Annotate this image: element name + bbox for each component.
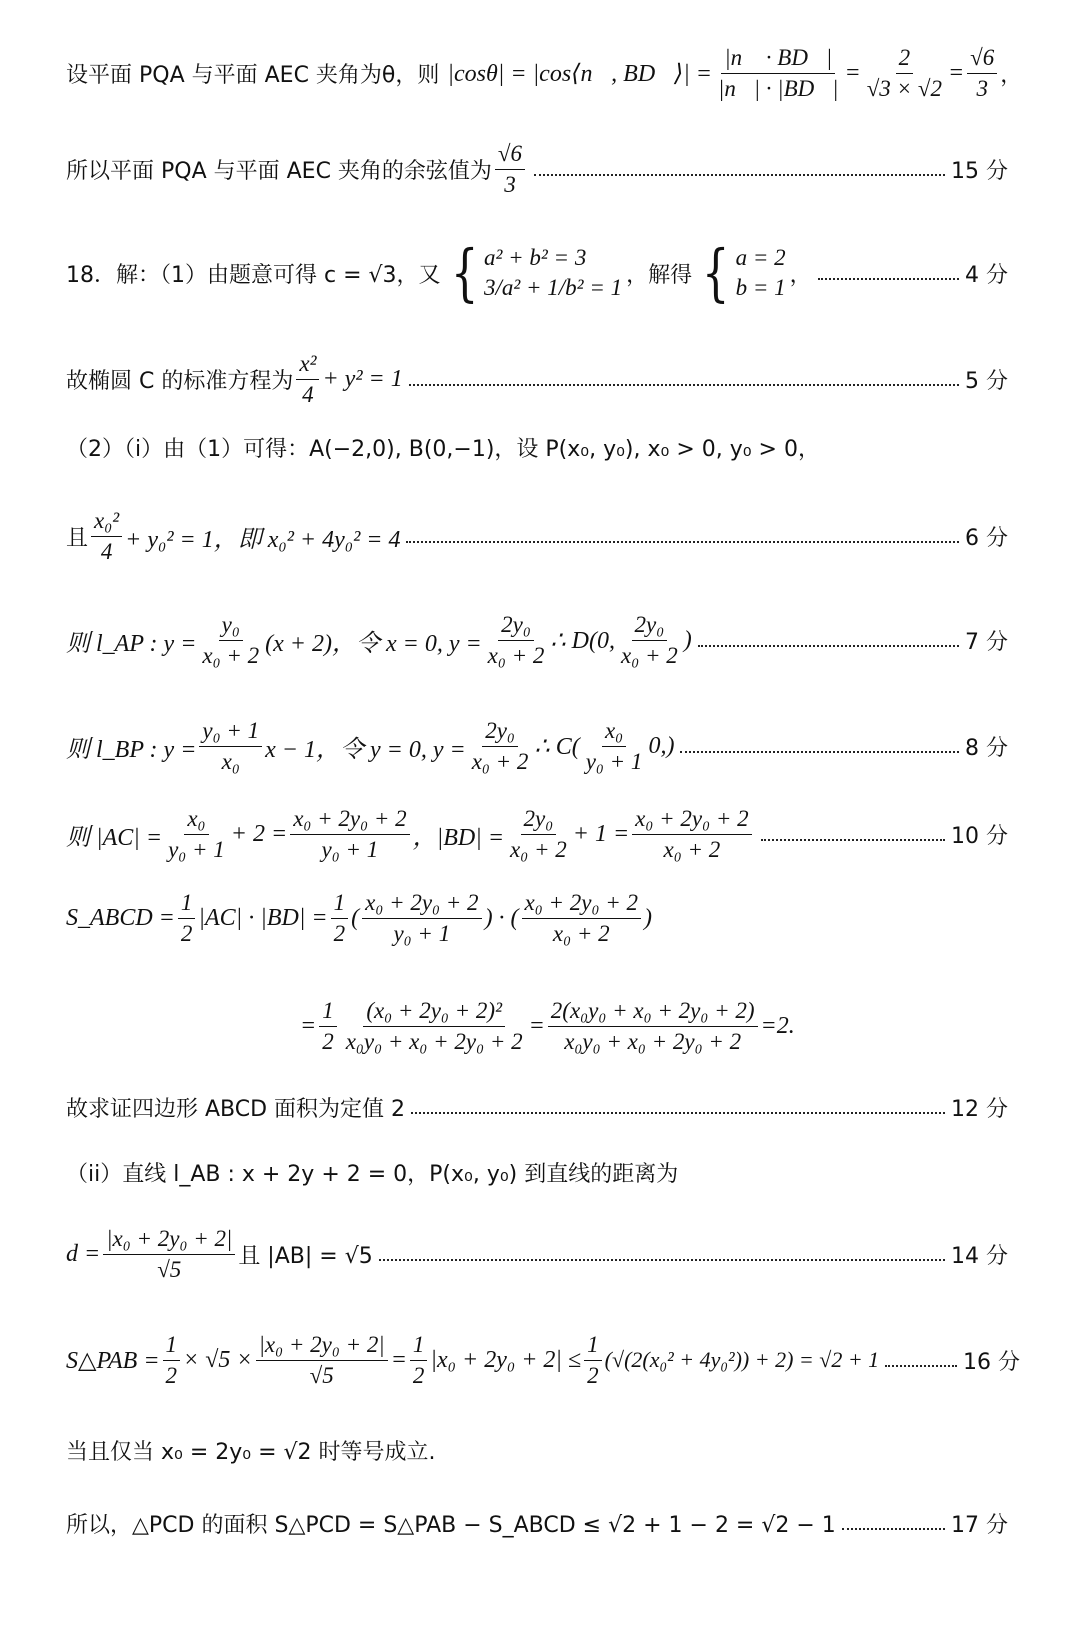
dot-leader [409,384,959,386]
line-text: S_ABCD = [66,904,175,931]
line-part2-setup [66,425,1008,469]
line-area-pab: S△PAB = $\frac{1}{2}$ × √5 × $\frac{\text{|x₀ + 2y₀ + 2|}}{√5}$ = $\frac{1}{2}$ |x₀ + 2y₀ + 2| ≤ $\frac{1}{2}$ (√(2(x₀² + 4y₀²)) + 2) = √2 + 1 16 分 [66,1332,1020,1388]
line-equality-condition [66,1428,1008,1472]
fraction: $\frac{\text{x₀ + 2y₀ + 2}}{\text{x₀ + 2}}$ [522,890,641,946]
fraction: $\frac{\text{x₀}}{\text{y₀ + 1}}$ [585,718,643,774]
fraction: $\frac{1}{2}$ [410,1332,428,1388]
line-bp-line: 则 l_BP : y = $\frac{\text{y₀ + 1}}{\text{x₀}}$ x − 1，令 y = 0, y = $\frac{\text{2y₀}}{\text{x₀ + 2}}$ ∴ C( $\frac{\text{x₀}}{\text{y₀ + 1}}$ 0,) 8 分 [66,718,1008,774]
dot-leader [406,541,959,543]
dot-leader [842,1528,945,1530]
line-text: （ii）直线 l_AB : x + 2y + 2 = 0，P(x₀, y₀) 到直线的距离为 [66,1161,679,1187]
score-points: 16 分 [963,1349,1020,1375]
line-ac-bd-lengths: 则 |AC| = $\frac{\text{x₀}}{\text{y₀ + 1}}$ + 2 = $\frac{\text{x₀ + 2y₀ + 2}}{\text{y₀ + 1}}$ ，|BD| = $\frac{\text{2y₀}}{\text{x₀ + 2}}$ + 1 = $\frac{\text{x₀ + 2y₀ + 2}}{\text{x₀ + 2}}$ 10 分 [66,806,1008,862]
line-text: 且 [66,525,89,551]
dot-leader [379,1259,945,1261]
score-points: 14 分 [951,1243,1008,1269]
fraction: $\frac{1}{2}$ [319,998,337,1054]
equation-system: { a² + b² = 3 3/a² + 1/b² = 1 [450,236,623,309]
dot-leader [885,1365,957,1367]
score-points: 5 分 [965,368,1008,394]
line-area-pcd [66,1498,1008,1548]
fraction: $\frac{√6}{3}$ [967,45,997,101]
fraction: $\frac{\text{2y₀}}{\text{x₀ + 2}}$ [487,612,545,668]
line-text: 18．解：（1）由题意可得 c = √3，又 [66,262,441,288]
fraction: $\frac{\text{y₀}}{\text{x₀ + 2}}$ [202,612,260,668]
fraction: $\frac{\text{|x₀ + 2y₀ + 2|}}{√5}$ [103,1226,235,1282]
line-text: 故求证四边形 ABCD 面积为定值 2 [66,1096,406,1122]
fraction: $\frac{1}{2}$ [178,890,196,946]
math-expression: |cosθ| = |cos⟨n⃗, BD⃗⟩| = [447,60,712,87]
dot-leader [680,751,959,753]
line-text: 则 l_BP : y = [66,736,197,763]
score-points: 7 分 [965,629,1008,655]
score-points: 12 分 [951,1096,1008,1122]
score-points: 15 分 [951,158,1008,184]
fraction: $\frac{\text{2y₀}}{\text{x₀ + 2}}$ [471,718,529,774]
line-text: d = [66,1240,101,1267]
dot-leader [761,839,945,841]
line-cosine-result [66,138,1008,200]
fraction: $\frac{1}{2}$ [331,890,349,946]
fraction: $\frac{\text{x²}}{4}$ [296,351,319,407]
line-area-abcd: S_ABCD = $\frac{1}{2}$ |AC| · |BD| = $\frac{1}{2}$ ( $\frac{\text{x₀ + 2y₀ + 2}}{\text{y₀ + 1}}$ ) · ( $\frac{\text{x₀ + 2y₀ + 2}}{\text{x₀ + 2}}$ ) [66,890,652,946]
fraction: $\frac{1}{2}$ [584,1332,602,1388]
fraction: $\frac{\text{2(x₀y₀ + x₀ + 2y₀ + 2)}}{\text{x₀y₀ + x₀ + 2y₀ + 2}}$ [548,998,758,1054]
line-text: 则 |AC| = [66,824,163,851]
fraction: $\frac{\text{(x₀ + 2y₀ + 2)²}}{\text{x₀y₀ + x₀ + 2y₀ + 2}}$ [345,998,523,1054]
score-points: 17 分 [951,1512,1008,1538]
fraction: $\frac{\text{x₀²}}{4}$ [91,508,122,564]
solution-system: { a = 2 b = 1 [702,236,786,309]
fraction: $\frac{2}{√3 \times √2}$ [866,45,942,101]
dot-leader [534,174,945,176]
score-points: 10 分 [951,823,1008,849]
line-text: 则 l_AP : y = [66,630,197,657]
line-q18-part1: 18．解：（1）由题意可得 c = √3，又 { a² + b² = 3 3/a² + 1/b² = 1 ，解得 { a = 2 b = 1 ， 4 分 [66,236,1008,309]
fraction: $\frac{\text{x₀ + 2y₀ + 2}}{\text{x₀ + 2}}$ [632,806,751,862]
fraction: $\frac{\text{|x₀ + 2y₀ + 2|}}{√5}$ [256,1332,388,1388]
line-area-simplify: = $\frac{1}{2}$ $\frac{\text{(x₀ + 2y₀ + 2)²}}{\text{x₀y₀ + x₀ + 2y₀ + 2}}$ = $\frac{\text{2(x₀y₀ + x₀ + 2y₀ + 2)}}{\text{x₀y₀ + x₀ + 2y₀ + 2}}$ =2. [300,998,795,1054]
fraction: $\frac{\text{x₀}}{\text{y₀ + 1}}$ [168,806,225,862]
line-area-constant [66,1085,1008,1129]
dot-leader [818,278,959,280]
line-point-constraint: 且 $\frac{\text{x₀²}}{4}$ + y₀² = 1，即 x₀² + 4y₀² = 4 6 分 [66,508,1008,564]
line-text: 当且仅当 x₀ = 2y₀ = √2 时等号成立. [66,1439,436,1465]
line-angle-cosine: 设平面 PQA 与平面 AEC 夹角为θ，则 |cosθ| = |cos⟨n⃗, BD⃗⟩| = $\frac{|n⃗ \cdot BD⃗|}{|n⃗| \cdot |BD⃗|}$ = $\frac{2}{√3 \times √2}$ = $\frac{√6}{3}$ ， [66,45,1023,101]
fraction: $\frac{|n⃗ \cdot BD⃗|}{|n⃗| \cdot |BD⃗|}$ [718,45,839,101]
score-points: 6 分 [965,525,1008,551]
fraction: $\frac{\text{x₀ + 2y₀ + 2}}{\text{y₀ + 1}}$ [362,890,481,946]
line-text: 所以平面 PQA 与平面 AEC 夹角的余弦值为 [66,158,492,184]
dot-leader [411,1112,945,1114]
fraction: $\frac{\text{2y₀}}{\text{x₀ + 2}}$ [621,612,678,668]
fraction: $\frac{\text{y₀ + 1}}{\text{x₀}}$ [199,718,262,774]
line-text: 所以，△PCD 的面积 S△PCD = S△PAB − S_ABCD ≤ √2 + 1 − 2 = √2 − 1 [66,1512,836,1538]
fraction: $\frac{√6}{3}$ [495,141,525,197]
fraction: $\frac{1}{2}$ [163,1332,181,1388]
fraction: $\frac{\text{2y₀}}{\text{x₀ + 2}}$ [510,806,567,862]
line-distance: d = $\frac{\text{|x₀ + 2y₀ + 2|}}{√5}$ 且 |AB| = √5 14 分 [66,1226,1008,1282]
line-text: 故椭圆 C 的标准方程为 [66,368,294,394]
score-points: 4 分 [965,262,1008,288]
line-part2-ii [66,1150,1008,1194]
line-ap-line: 则 l_AP : y = $\frac{\text{y₀}}{\text{x₀ + 2}}$ (x + 2)，令 x = 0, y = $\frac{\text{2y₀}}{\text{x₀ + 2}}$ ∴ D(0, $\frac{\text{2y₀}}{\text{x₀ + 2}}$ ) 7 分 [66,612,1008,668]
dot-leader [698,645,959,647]
line-text: （2）（i）由（1）可得：A(−2,0), B(0,−1)，设 P(x₀, y₀), x₀ > 0, y₀ > 0， [66,436,820,462]
line-ellipse-equation: 故椭圆 C 的标准方程为 $\frac{\text{x²}}{4}$ + y² = 1 5 分 [66,351,1008,407]
line-text: 设平面 PQA 与平面 AEC 夹角为θ，则 [66,62,440,88]
line-text: S△PAB = [66,1347,160,1374]
score-points: 8 分 [965,735,1008,761]
fraction: $\frac{\text{x₀ + 2y₀ + 2}}{\text{y₀ + 1}}$ [290,806,409,862]
